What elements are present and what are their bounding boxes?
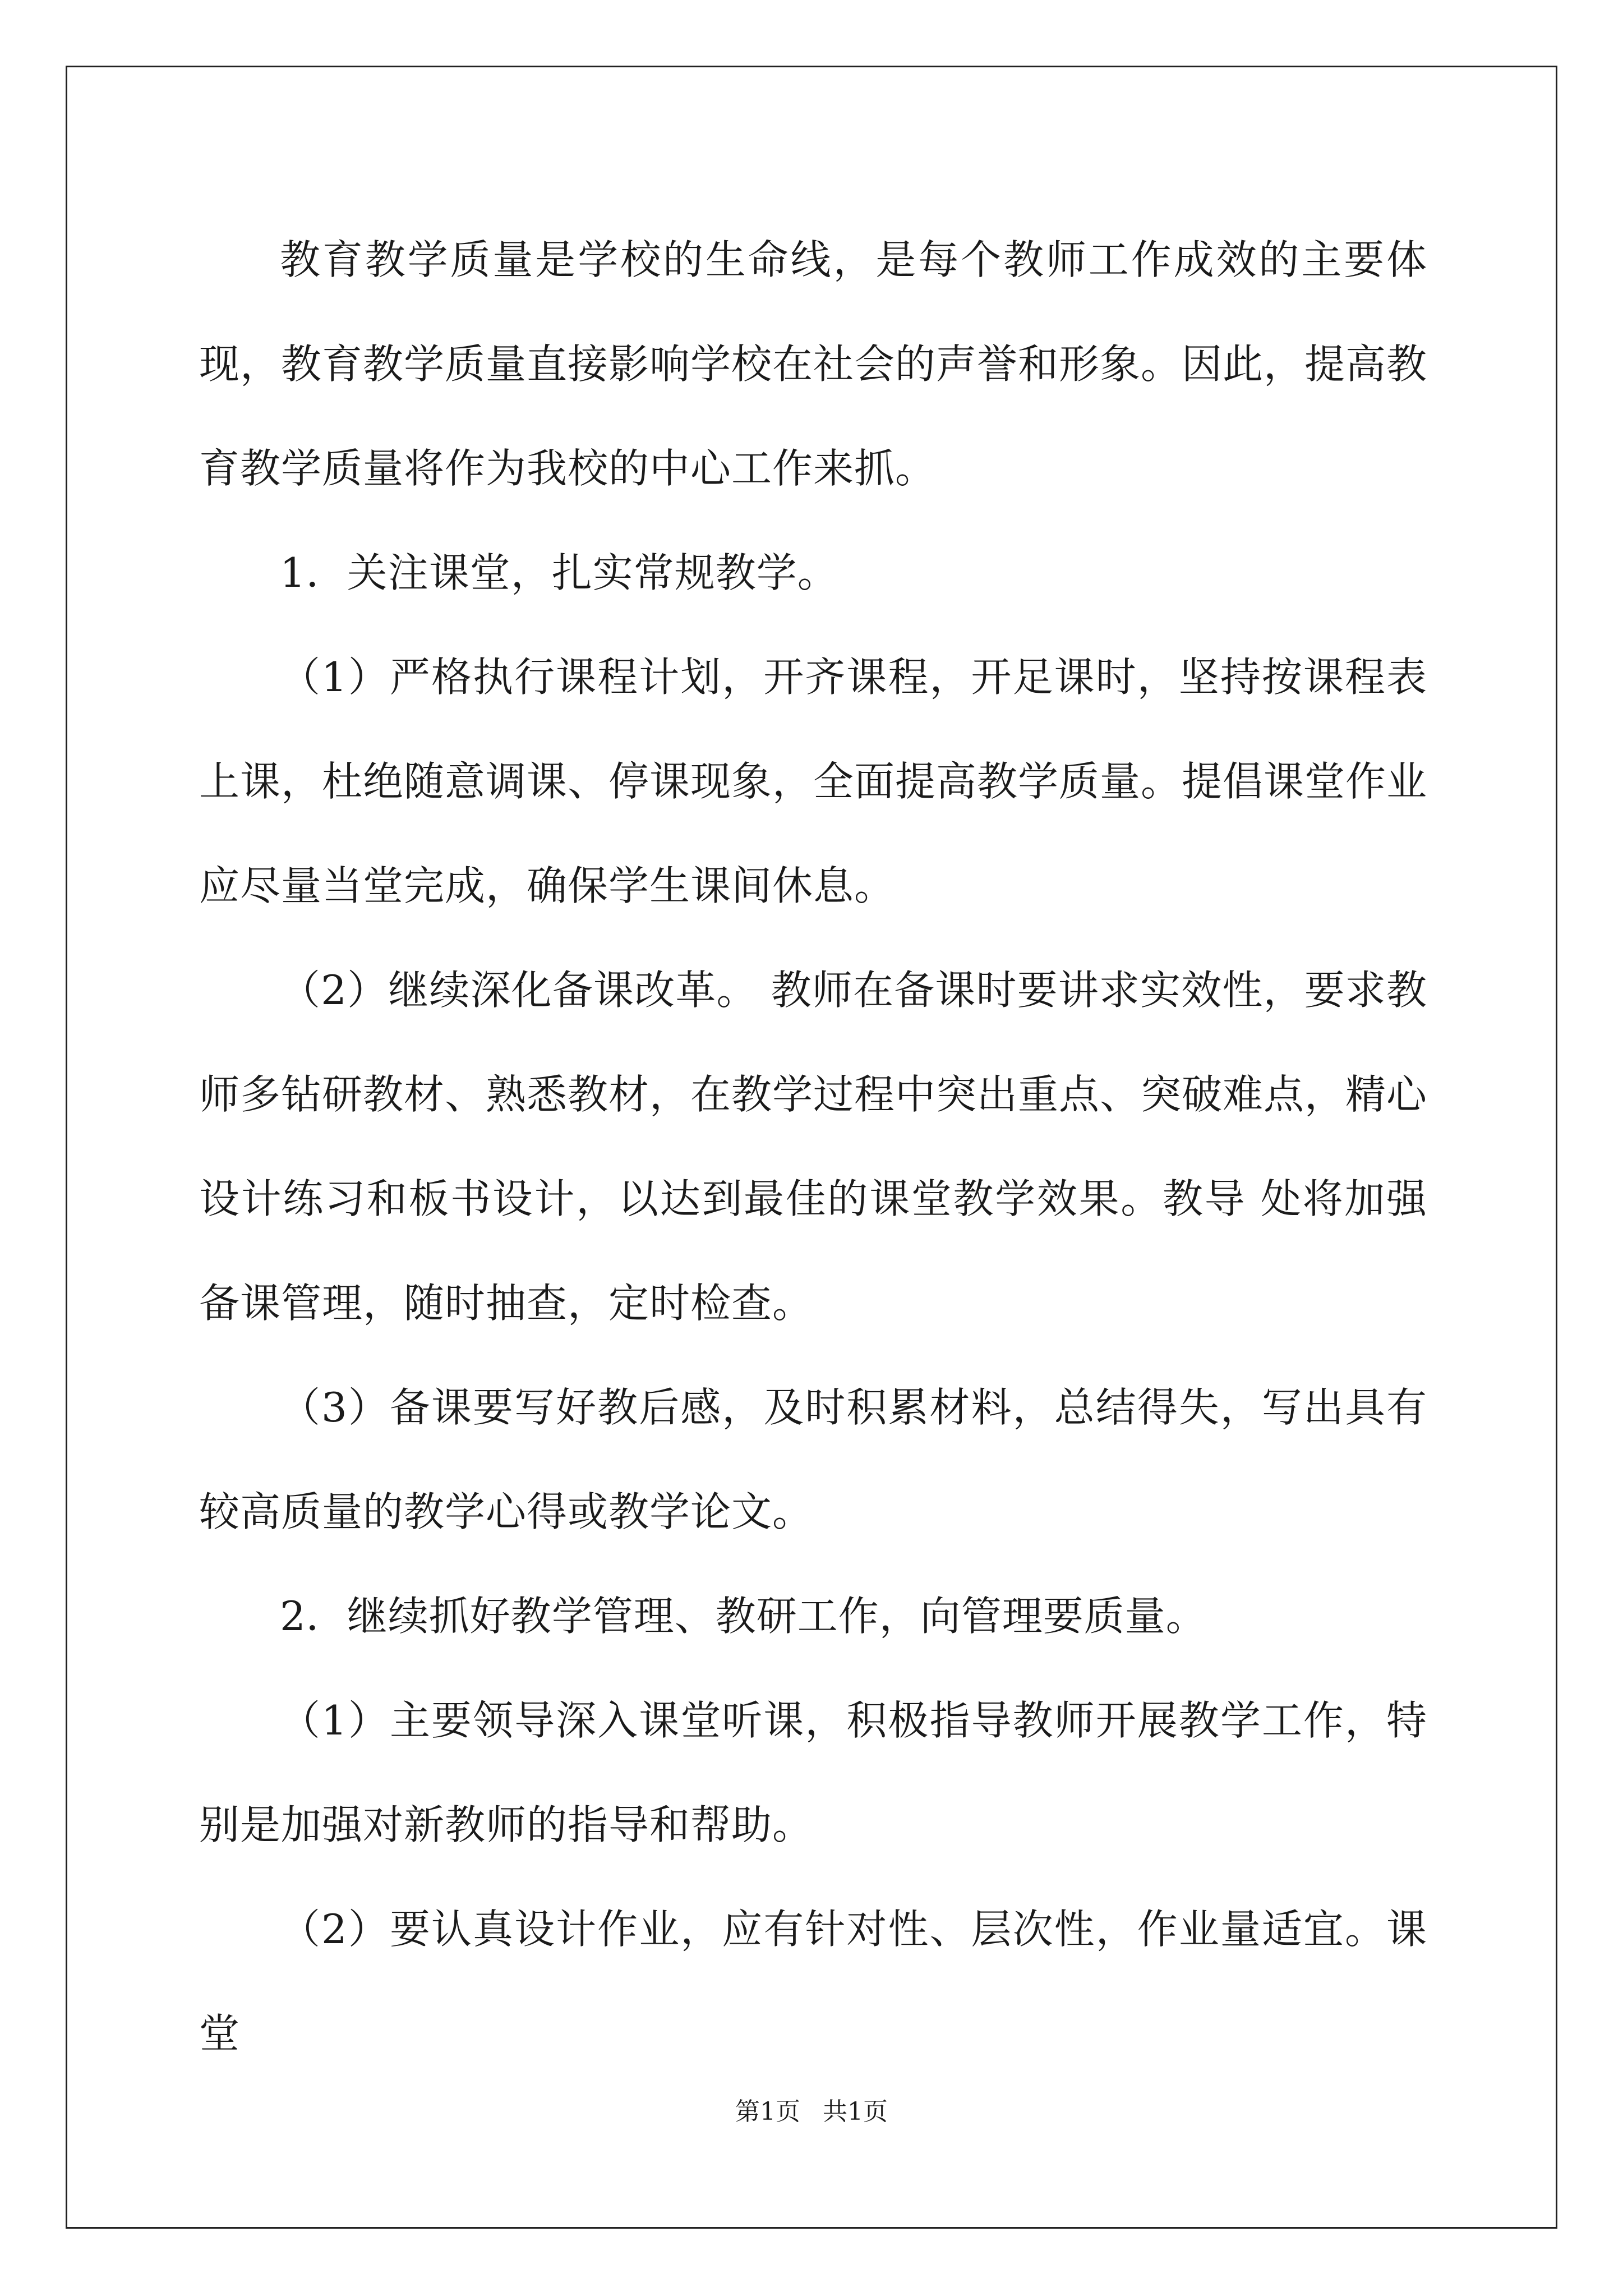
- paragraph-1-2: （2）继续深化备课改革。 教师在备课时要讲求实效性，要求教师多钻研教材、熟悉教材，在教学过程中突出重点、突破难点，精心设计练习和板书设计，以达到最佳的课堂教学效果。教导 处将加强备课管理，随时抽查，定时检查。: [199, 967, 1428, 1327]
- paragraph-intro: 教育教学质量是学校的生命线，是每个教师工作成效的主要体现，教育教学质量直接影响学校在社会的声誉和形象。因此，提高教育教学质量将作为我校的中心工作来抓。: [199, 236, 1428, 492]
- paragraph-2-2: （2）要认真设计作业，应有针对性、层次性，作业量适宜。课堂: [199, 1906, 1427, 2057]
- page-footer: [0, 2095, 1623, 2129]
- current-page-label: 第1页: [735, 2097, 800, 2126]
- total-pages-label: 共1页: [823, 2097, 888, 2126]
- heading-section-2: 2．继续抓好教学管理、教研工作，向管理要质量。: [280, 1593, 1207, 1640]
- paragraph-1-3: （3）备课要写好教后感，及时积累材料，总结得失，写出具有较高质量的教学心得或教学论文。: [199, 1384, 1427, 1535]
- heading-section-1: 1．关注课堂，扎实常规教学。: [280, 549, 838, 596]
- paragraph-2-1: （1）主要领导深入课堂听课，积极指导教师开展教学工作，特别是加强对新教师的指导和帮助。: [199, 1697, 1427, 1848]
- paragraph-1-1: （1）严格执行课程计划，开齐课程，开足课时，坚持按课程表上课，杜绝随意调课、停课现象，全面提高教学质量。提倡课堂作业应尽量当堂完成，确保学生课间休息。: [199, 654, 1428, 909]
- document-body: [199, 208, 1427, 2086]
